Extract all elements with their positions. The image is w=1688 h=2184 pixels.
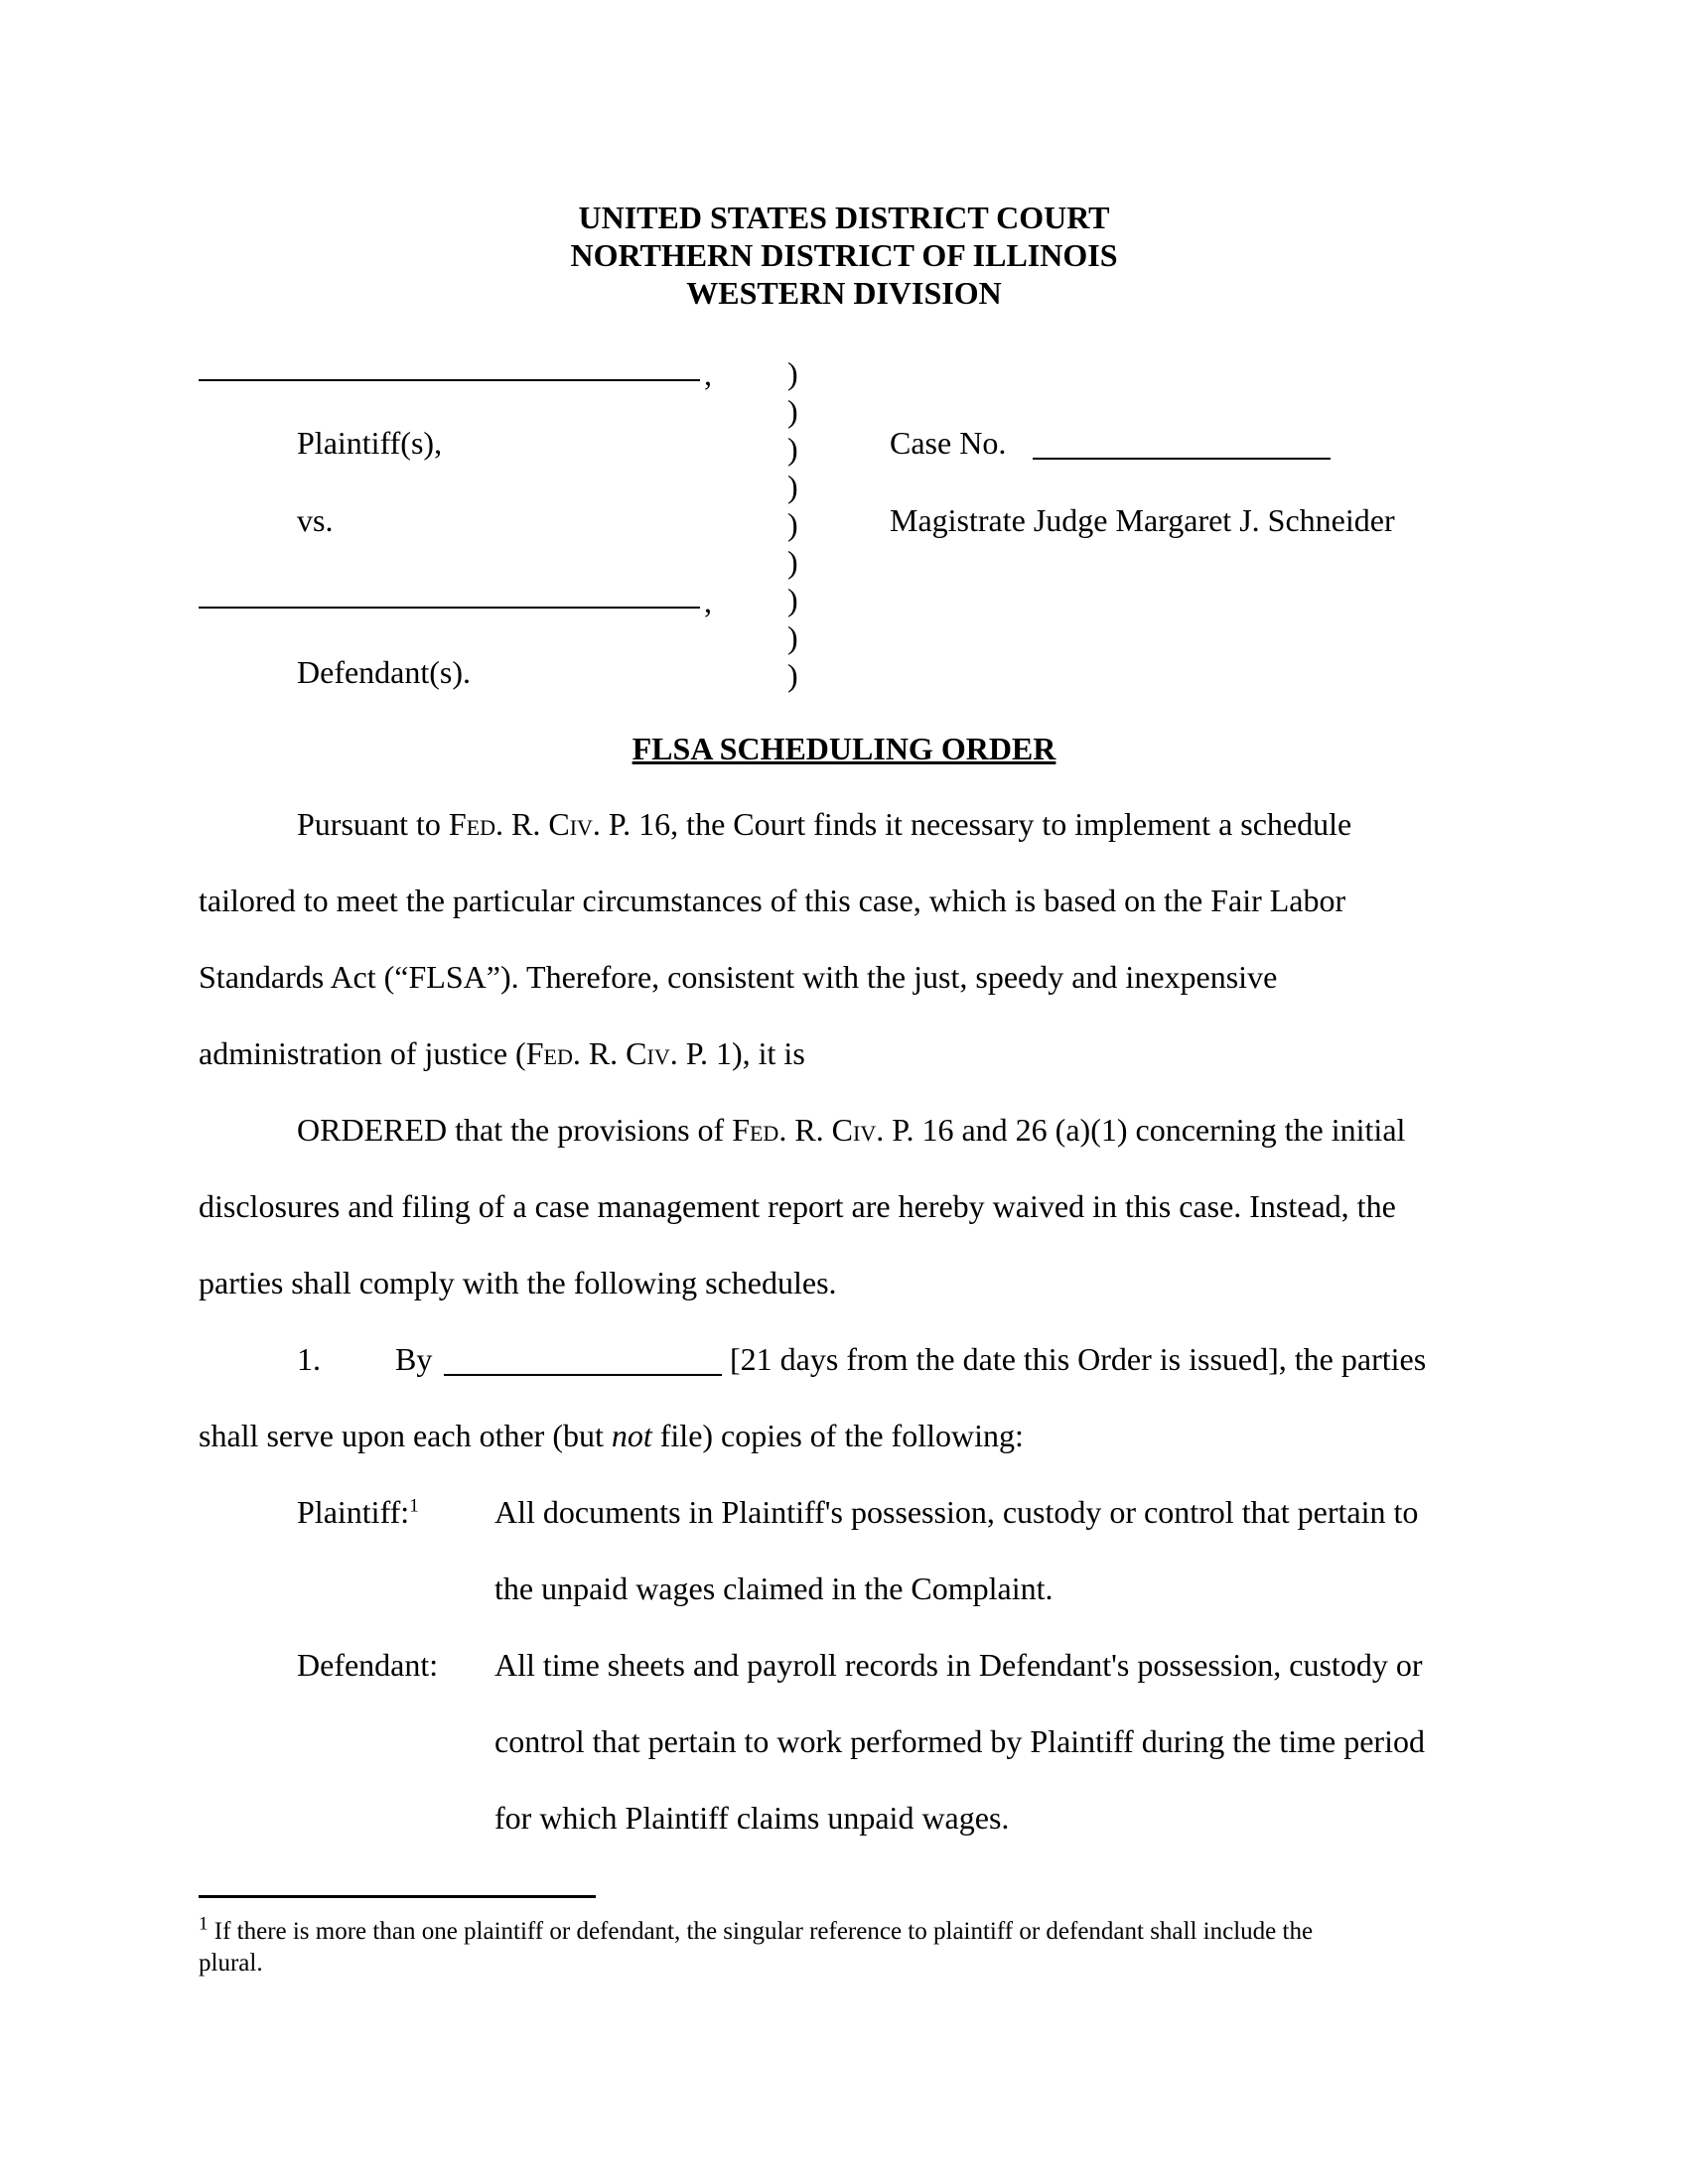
paragraph-1-line-1: Pursuant to Fed. R. Civ. P. 16, the Court finds it necessary to implement a schedule (297, 806, 1352, 842)
item-1-text: [21 days from the date this Order is issued], the parties (730, 1341, 1427, 1377)
caption-paren: ) (787, 431, 798, 467)
item-1-date-blank (444, 1374, 722, 1376)
court-district: NORTHERN DISTRICT OF ILLINOIS (570, 237, 1118, 273)
defendant-definition-line-2: control that pertain to work performed by Plaintiff during the time period (494, 1723, 1425, 1759)
paragraph-2-line-1: ORDERED that the provisions of Fed. R. Civ. P. 16 and 26 (a)(1) concerning the initial (297, 1112, 1406, 1148)
defendant-definition-line-3: for which Plaintiff claims unpaid wages. (494, 1800, 1010, 1836)
paragraph-1-line-3: Standards Act (“FLSA”). Therefore, consistent with the just, speedy and inexpensive (199, 959, 1278, 995)
paragraph-2-line-3: parties shall comply with the following schedules. (199, 1265, 837, 1300)
defendant-name-blank (199, 607, 700, 609)
plaintiff-name-blank (199, 379, 700, 381)
caption-paren: ) (787, 657, 798, 693)
item-1-number: 1. (297, 1341, 321, 1377)
magistrate-judge: Magistrate Judge Margaret J. Schneider (890, 502, 1395, 538)
item-1-by: By (395, 1341, 433, 1377)
footnote-separator (199, 1895, 596, 1898)
caption-paren: ) (787, 582, 798, 617)
plaintiff-term: Plaintiff:$^1$ (297, 1494, 419, 1530)
item-1-line-2: shall serve upon each other (but not file) copies of the following: (199, 1418, 1024, 1453)
caption-paren: ) (787, 469, 798, 504)
case-no-label: Case No. (890, 425, 1007, 461)
emphasis-not: not (611, 1418, 652, 1453)
paragraph-1-line-4: administration of justice (Fed. R. Civ. P. 1), it is (199, 1035, 805, 1071)
caption-paren: ) (787, 619, 798, 655)
caption-paren: ) (787, 393, 798, 429)
plaintiff-comma: , (704, 356, 712, 392)
defendant-definition-line-1: All time sheets and payroll records in Defendant's possession, custody or (494, 1647, 1423, 1683)
court-name: UNITED STATES DISTRICT COURT (578, 200, 1110, 235)
plaintiff-definition-line-2: the unpaid wages claimed in the Complaint. (494, 1570, 1054, 1606)
plaintiff-label: Plaintiff(s), (297, 425, 443, 461)
paragraph-1-line-2: tailored to meet the particular circumstances of this case, which is based on the Fair Labor (199, 883, 1346, 918)
defendant-label: Defendant(s). (297, 654, 472, 690)
footnote-line-1: $^1$ If there is more than one plaintiff or defendant, the singular reference to plaintiff or defendant shall include the (199, 1913, 1314, 1945)
case-no-blank (1033, 458, 1331, 460)
paragraph-2-line-2: disclosures and filing of a case management report are hereby waived in this case. Instead, the (199, 1188, 1396, 1224)
footnote-reference: 1 (409, 1495, 419, 1517)
caption-paren: ) (787, 544, 798, 580)
vs-label: vs. (297, 502, 334, 538)
plaintiff-definition-line-1: All documents in Plaintiff's possession, custody or control that pertain to (494, 1494, 1419, 1530)
footnote-line-2: plural. (199, 1950, 263, 1977)
defendant-comma: , (704, 584, 712, 619)
caption-paren: ) (787, 506, 798, 542)
court-division: WESTERN DIVISION (686, 275, 1002, 311)
order-title: FLSA SCHEDULING ORDER (632, 731, 1056, 766)
defendant-term: Defendant: (297, 1647, 439, 1683)
footnote-mark: 1 (199, 1913, 209, 1935)
caption-paren: ) (787, 355, 798, 391)
